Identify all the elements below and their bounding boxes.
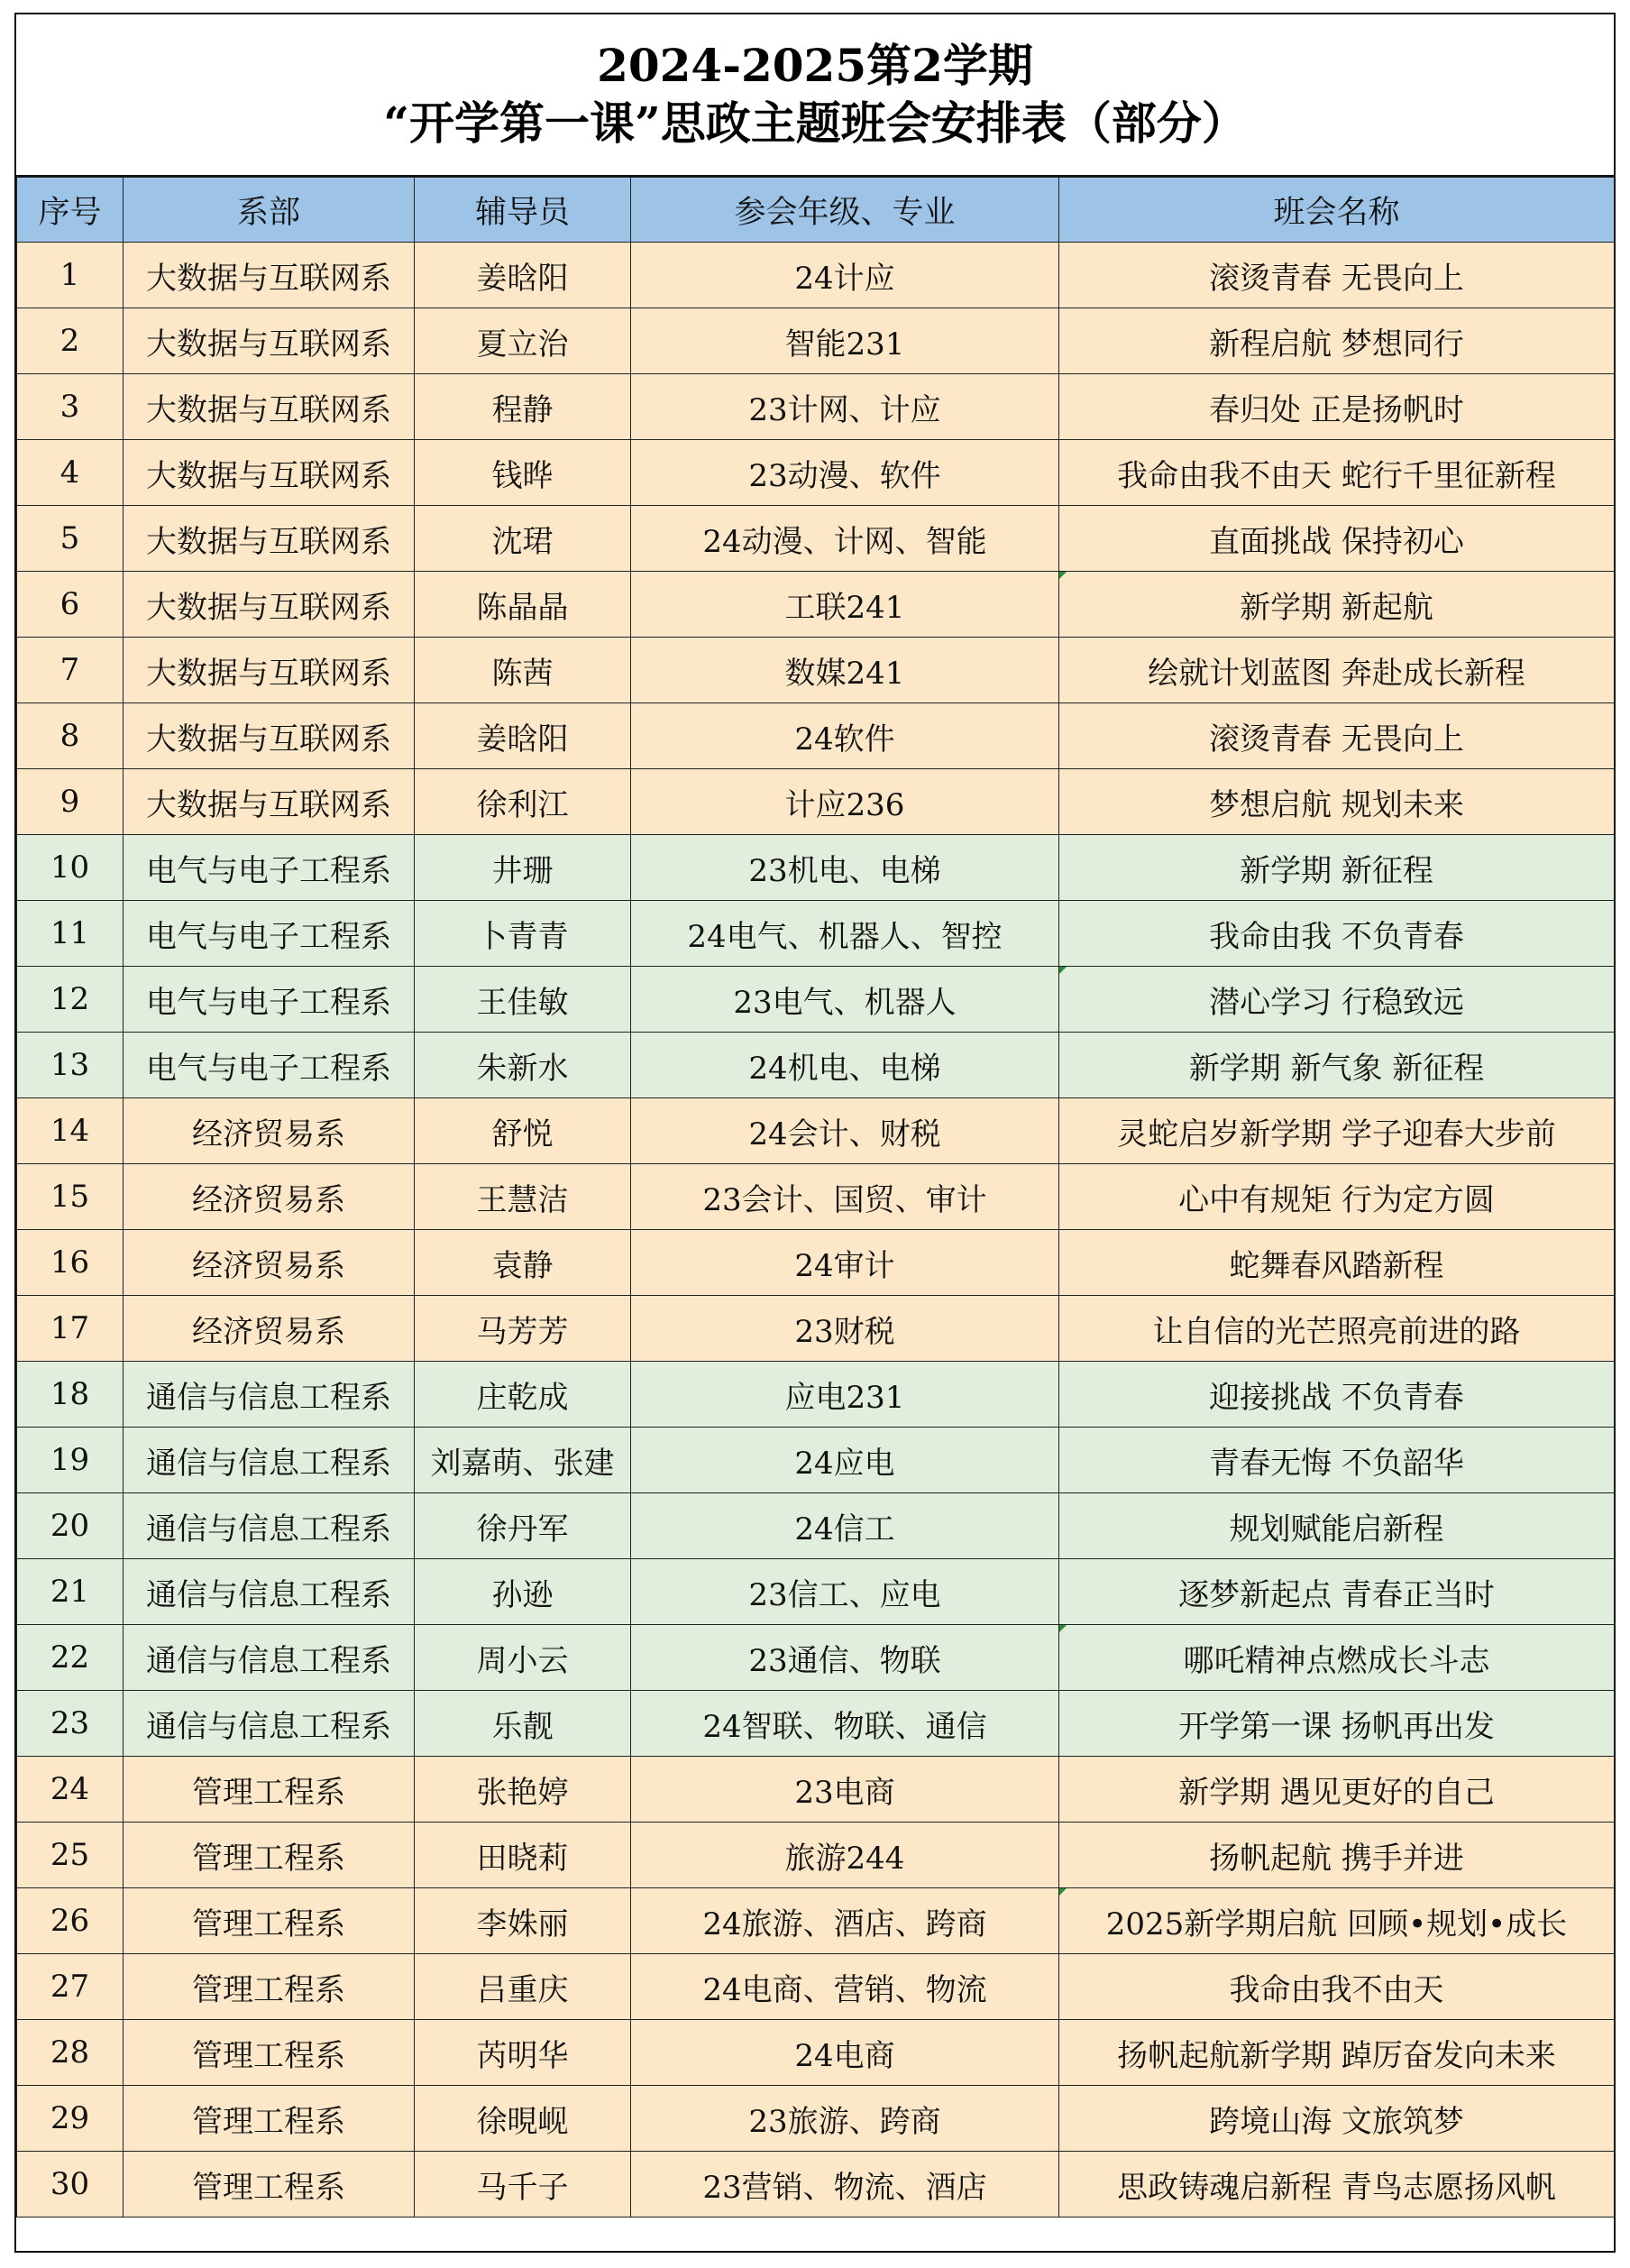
cell-department: 管理工程系 [124, 1757, 415, 1823]
cell-number: 2 [17, 308, 124, 374]
cell-number: 29 [17, 2086, 124, 2152]
table-row [17, 1493, 1615, 1559]
cell-classes: 23动漫、软件 [631, 440, 1059, 506]
cell-meeting-name: 规划赋能启新程 [1059, 1493, 1615, 1559]
cell-counselor: 程静 [415, 374, 631, 440]
cell-number: 4 [17, 440, 124, 506]
cell-meeting-name: 新学期 新征程 [1059, 835, 1615, 901]
cell-classes: 23机电、电梯 [631, 835, 1059, 901]
cell-meeting-name: 潜心学习 行稳致远 [1059, 967, 1615, 1033]
table-row [17, 1033, 1615, 1098]
table-row [17, 835, 1615, 901]
cell-counselor: 徐晛岘 [415, 2086, 631, 2152]
table-row [17, 1230, 1615, 1296]
cell-classes: 24审计 [631, 1230, 1059, 1296]
cell-department: 管理工程系 [124, 2020, 415, 2086]
table-row [17, 769, 1615, 835]
table-row [17, 1888, 1615, 1954]
cell-meeting-name: 心中有规矩 行为定方圆 [1059, 1164, 1615, 1230]
cell-department: 管理工程系 [124, 2086, 415, 2152]
cell-counselor: 朱新水 [415, 1033, 631, 1098]
cell-meeting-name: 滚烫青春 无畏向上 [1059, 243, 1615, 308]
cell-classes: 23电气、机器人 [631, 967, 1059, 1033]
cell-department: 管理工程系 [124, 1888, 415, 1954]
cell-counselor: 吕重庆 [415, 1954, 631, 2020]
cell-number: 8 [17, 703, 124, 769]
cell-department: 大数据与互联网系 [124, 308, 415, 374]
cell-classes: 计应236 [631, 769, 1059, 835]
table-row [17, 1362, 1615, 1428]
cell-meeting-name: 青春无悔 不负韶华 [1059, 1428, 1615, 1493]
cell-number: 12 [17, 967, 124, 1033]
title-main: “开学第一课”思政主题班会安排表（部分） [383, 96, 1247, 150]
cell-counselor: 卜青青 [415, 901, 631, 967]
cell-meeting-name: 迎接挑战 不负青春 [1059, 1362, 1615, 1428]
title-semester: 2024-2025第2学期 [597, 39, 1033, 92]
cell-department: 大数据与互联网系 [124, 703, 415, 769]
cell-number: 26 [17, 1888, 124, 1954]
cell-counselor: 井珊 [415, 835, 631, 901]
table-row [17, 308, 1615, 374]
cell-meeting-name: 跨境山海 文旅筑梦 [1059, 2086, 1615, 2152]
cell-classes: 23电商 [631, 1757, 1059, 1823]
cell-number: 17 [17, 1296, 124, 1362]
table-row [17, 572, 1615, 638]
cell-department: 大数据与互联网系 [124, 506, 415, 572]
cell-meeting-name: 扬帆起航 携手并进 [1059, 1823, 1615, 1888]
cell-classes: 智能231 [631, 308, 1059, 374]
cell-counselor: 王慧洁 [415, 1164, 631, 1230]
cell-counselor: 周小云 [415, 1625, 631, 1691]
cell-classes: 24软件 [631, 703, 1059, 769]
cell-department: 管理工程系 [124, 1954, 415, 2020]
cell-classes: 23财税 [631, 1296, 1059, 1362]
cell-meeting-name: 梦想启航 规划未来 [1059, 769, 1615, 835]
cell-number: 7 [17, 638, 124, 703]
title-block [16, 14, 1614, 177]
cell-number: 15 [17, 1164, 124, 1230]
cell-classes: 23旅游、跨商 [631, 2086, 1059, 2152]
cell-department: 大数据与互联网系 [124, 769, 415, 835]
cell-counselor: 张艳婷 [415, 1757, 631, 1823]
cell-counselor: 庄乾成 [415, 1362, 631, 1428]
column-header-department: 系部 [124, 178, 415, 243]
table-row [17, 2020, 1615, 2086]
cell-number: 25 [17, 1823, 124, 1888]
cell-number: 27 [17, 1954, 124, 2020]
cell-meeting-name: 绘就计划蓝图 奔赴成长新程 [1059, 638, 1615, 703]
schedule-sheet [14, 13, 1616, 2253]
cell-classes: 24机电、电梯 [631, 1033, 1059, 1098]
cell-meeting-name: 新学期 新起航 [1059, 572, 1615, 638]
cell-meeting-name: 逐梦新起点 青春正当时 [1059, 1559, 1615, 1625]
cell-meeting-name: 让自信的光芒照亮前进的路 [1059, 1296, 1615, 1362]
cell-department: 大数据与互联网系 [124, 638, 415, 703]
cell-department: 通信与信息工程系 [124, 1493, 415, 1559]
cell-meeting-name: 蛇舞春风踏新程 [1059, 1230, 1615, 1296]
cell-meeting-name: 灵蛇启岁新学期 学子迎春大步前 [1059, 1098, 1615, 1164]
cell-meeting-name: 新程启航 梦想同行 [1059, 308, 1615, 374]
cell-number: 30 [17, 2152, 124, 2217]
cell-classes: 24动漫、计网、智能 [631, 506, 1059, 572]
cell-counselor: 沈珺 [415, 506, 631, 572]
cell-meeting-name: 2025新学期启航 回顾•规划•成长 [1059, 1888, 1615, 1954]
column-header-number: 序号 [17, 178, 124, 243]
cell-meeting-name: 新学期 新气象 新征程 [1059, 1033, 1615, 1098]
table-row [17, 1691, 1615, 1757]
cell-department: 大数据与互联网系 [124, 243, 415, 308]
cell-meeting-name: 思政铸魂启新程 青鸟志愿扬风帆 [1059, 2152, 1615, 2217]
cell-department: 大数据与互联网系 [124, 572, 415, 638]
table-row [17, 1625, 1615, 1691]
table-row [17, 506, 1615, 572]
cell-classes: 工联241 [631, 572, 1059, 638]
cell-counselor: 陈晶晶 [415, 572, 631, 638]
table-row [17, 1428, 1615, 1493]
cell-meeting-name: 春归处 正是扬帆时 [1059, 374, 1615, 440]
cell-counselor: 李姝丽 [415, 1888, 631, 1954]
table-row [17, 374, 1615, 440]
cell-counselor: 马芳芳 [415, 1296, 631, 1362]
cell-classes: 24旅游、酒店、跨商 [631, 1888, 1059, 1954]
cell-classes: 24电商、营销、物流 [631, 1954, 1059, 2020]
cell-department: 通信与信息工程系 [124, 1428, 415, 1493]
cell-number: 1 [17, 243, 124, 308]
cell-counselor: 陈茜 [415, 638, 631, 703]
cell-meeting-name: 扬帆起航新学期 踔厉奋发向未来 [1059, 2020, 1615, 2086]
table-body [17, 243, 1615, 2217]
cell-meeting-name: 我命由我不由天 [1059, 1954, 1615, 2020]
cell-classes: 24电商 [631, 2020, 1059, 2086]
cell-department: 经济贸易系 [124, 1164, 415, 1230]
cell-department: 通信与信息工程系 [124, 1691, 415, 1757]
column-header-classes: 参会年级、专业 [631, 178, 1059, 243]
cell-number: 24 [17, 1757, 124, 1823]
cell-counselor: 马千子 [415, 2152, 631, 2217]
cell-classes: 数媒241 [631, 638, 1059, 703]
table-row [17, 1559, 1615, 1625]
cell-number: 6 [17, 572, 124, 638]
table-row [17, 2152, 1615, 2217]
cell-counselor: 徐丹军 [415, 1493, 631, 1559]
cell-number: 23 [17, 1691, 124, 1757]
cell-department: 通信与信息工程系 [124, 1362, 415, 1428]
table-row [17, 1954, 1615, 2020]
table-row [17, 440, 1615, 506]
cell-counselor: 钱晔 [415, 440, 631, 506]
cell-number: 9 [17, 769, 124, 835]
cell-counselor: 王佳敏 [415, 967, 631, 1033]
cell-classes: 24智联、物联、通信 [631, 1691, 1059, 1757]
cell-number: 11 [17, 901, 124, 967]
cell-counselor: 刘嘉萌、张建 [415, 1428, 631, 1493]
cell-meeting-name: 开学第一课 扬帆再出发 [1059, 1691, 1615, 1757]
cell-department: 电气与电子工程系 [124, 967, 415, 1033]
cell-department: 经济贸易系 [124, 1098, 415, 1164]
table-row [17, 1296, 1615, 1362]
cell-classes: 应电231 [631, 1362, 1059, 1428]
cell-department: 经济贸易系 [124, 1296, 415, 1362]
cell-counselor: 舒悦 [415, 1098, 631, 1164]
cell-department: 经济贸易系 [124, 1230, 415, 1296]
cell-number: 14 [17, 1098, 124, 1164]
cell-meeting-name: 我命由我 不负青春 [1059, 901, 1615, 967]
cell-counselor: 孙逊 [415, 1559, 631, 1625]
cell-counselor: 徐利江 [415, 769, 631, 835]
cell-meeting-name: 滚烫青春 无畏向上 [1059, 703, 1615, 769]
cell-meeting-name: 直面挑战 保持初心 [1059, 506, 1615, 572]
cell-classes: 24计应 [631, 243, 1059, 308]
cell-meeting-name: 新学期 遇见更好的自己 [1059, 1757, 1615, 1823]
cell-department: 电气与电子工程系 [124, 835, 415, 901]
cell-department: 管理工程系 [124, 1823, 415, 1888]
column-header-counselor: 辅导员 [415, 178, 631, 243]
cell-number: 28 [17, 2020, 124, 2086]
schedule-table [16, 177, 1615, 2217]
table-row [17, 1823, 1615, 1888]
table-row [17, 703, 1615, 769]
cell-number: 5 [17, 506, 124, 572]
cell-number: 22 [17, 1625, 124, 1691]
cell-number: 19 [17, 1428, 124, 1493]
cell-classes: 23营销、物流、酒店 [631, 2152, 1059, 2217]
table-row [17, 2086, 1615, 2152]
table-row [17, 1098, 1615, 1164]
cell-number: 3 [17, 374, 124, 440]
cell-number: 21 [17, 1559, 124, 1625]
cell-classes: 24会计、财税 [631, 1098, 1059, 1164]
cell-counselor: 田晓莉 [415, 1823, 631, 1888]
cell-number: 13 [17, 1033, 124, 1098]
cell-department: 通信与信息工程系 [124, 1625, 415, 1691]
cell-classes: 24电气、机器人、智控 [631, 901, 1059, 967]
cell-counselor: 乐靓 [415, 1691, 631, 1757]
cell-department: 电气与电子工程系 [124, 1033, 415, 1098]
table-row [17, 967, 1615, 1033]
table-header-row [17, 178, 1615, 243]
cell-department: 电气与电子工程系 [124, 901, 415, 967]
table-row [17, 1757, 1615, 1823]
table-row [17, 901, 1615, 967]
cell-classes: 23会计、国贸、审计 [631, 1164, 1059, 1230]
table-row [17, 1164, 1615, 1230]
cell-number: 16 [17, 1230, 124, 1296]
cell-number: 10 [17, 835, 124, 901]
cell-counselor: 芮明华 [415, 2020, 631, 2086]
cell-department: 管理工程系 [124, 2152, 415, 2217]
cell-number: 18 [17, 1362, 124, 1428]
table-row [17, 243, 1615, 308]
cell-classes: 旅游244 [631, 1823, 1059, 1888]
cell-classes: 24应电 [631, 1428, 1059, 1493]
cell-classes: 23计网、计应 [631, 374, 1059, 440]
cell-counselor: 袁静 [415, 1230, 631, 1296]
cell-classes: 23通信、物联 [631, 1625, 1059, 1691]
table-row [17, 638, 1615, 703]
cell-meeting-name: 哪吒精神点燃成长斗志 [1059, 1625, 1615, 1691]
cell-classes: 24信工 [631, 1493, 1059, 1559]
cell-counselor: 夏立治 [415, 308, 631, 374]
cell-number: 20 [17, 1493, 124, 1559]
cell-meeting-name: 我命由我不由天 蛇行千里征新程 [1059, 440, 1615, 506]
cell-counselor: 姜晗阳 [415, 703, 631, 769]
cell-department: 大数据与互联网系 [124, 374, 415, 440]
cell-counselor: 姜晗阳 [415, 243, 631, 308]
cell-department: 大数据与互联网系 [124, 440, 415, 506]
cell-classes: 23信工、应电 [631, 1559, 1059, 1625]
column-header-meeting-name: 班会名称 [1059, 178, 1615, 243]
cell-department: 通信与信息工程系 [124, 1559, 415, 1625]
